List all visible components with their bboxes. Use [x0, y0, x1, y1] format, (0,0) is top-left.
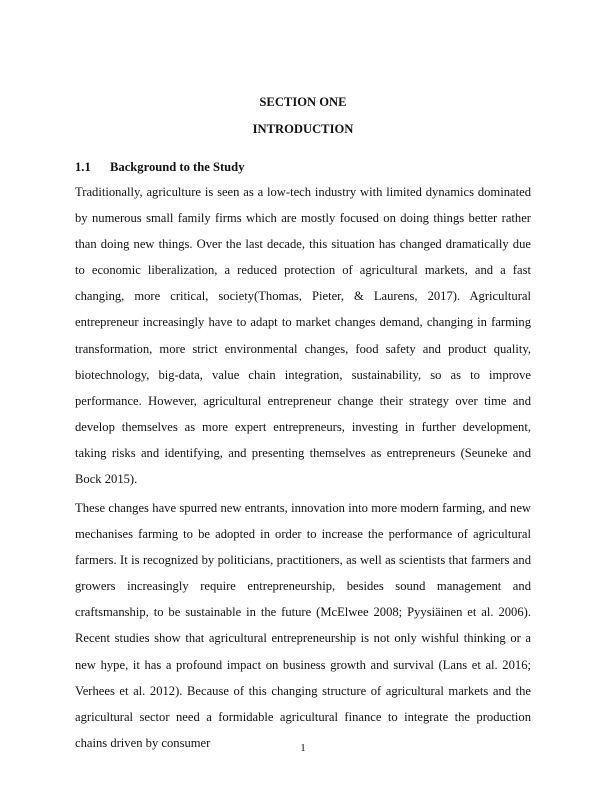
body-paragraph-1: Traditionally, agriculture is seen as a low-tech industry with limited dynamics dominated by numerous small family firms which are mostly focused on doing things better rather than doing new things. Over the last decade, this situation has changed dramatically due to economic liberalization, a reduced protection of agricultural markets, and a fast changing, more critical, society(Thomas, Pieter, & Laurens, 2017). Agricultural entrepreneur increasingly have to adapt to market changes demand, changing in farming transformation, more strict environmental changes, food safety and product quality, biotechnology, big-data, value chain integration, sustainability, so as to improve performance. However, agricultural entrepreneur change their strategy over time and develop themselves as more expert entrepreneurs, investing in further development, taking risks and identifying, and presenting themselves as entrepreneurs (Seuneke and Bock 2015).: [75, 185, 531, 487]
subsection-title: Background to the Study: [110, 160, 245, 174]
subsection-number: 1.1: [75, 160, 91, 174]
section-label: SECTION ONE: [259, 95, 347, 109]
section-title: INTRODUCTION: [252, 122, 354, 136]
page-number: 1: [300, 742, 306, 754]
subsection-heading: [75, 159, 245, 175]
body-paragraph-2: These changes have spurred new entrants, innovation into more modern farming, and new mechanises farming to be adopted in order to increase the performance of agricultural farmers. It is recognized by politicians, practitioners, as well as scientists that farmers and growers increasingly require entrepreneurship, besides sound management and craftsmanship, to be sustainable in the future (McElwee 2008; Pyysiäinen et al. 2006). Recent studies show that agricultural entrepreneurship is not only wishful thinking or a new hype, it has a profound impact on business growth and survival (Lans et al. 2016; Verhees et al. 2012). Because of this changing structure of agricultural markets and the agricultural sector need a formidable agricultural finance to integrate the production chains driven by consumer: [75, 501, 531, 750]
